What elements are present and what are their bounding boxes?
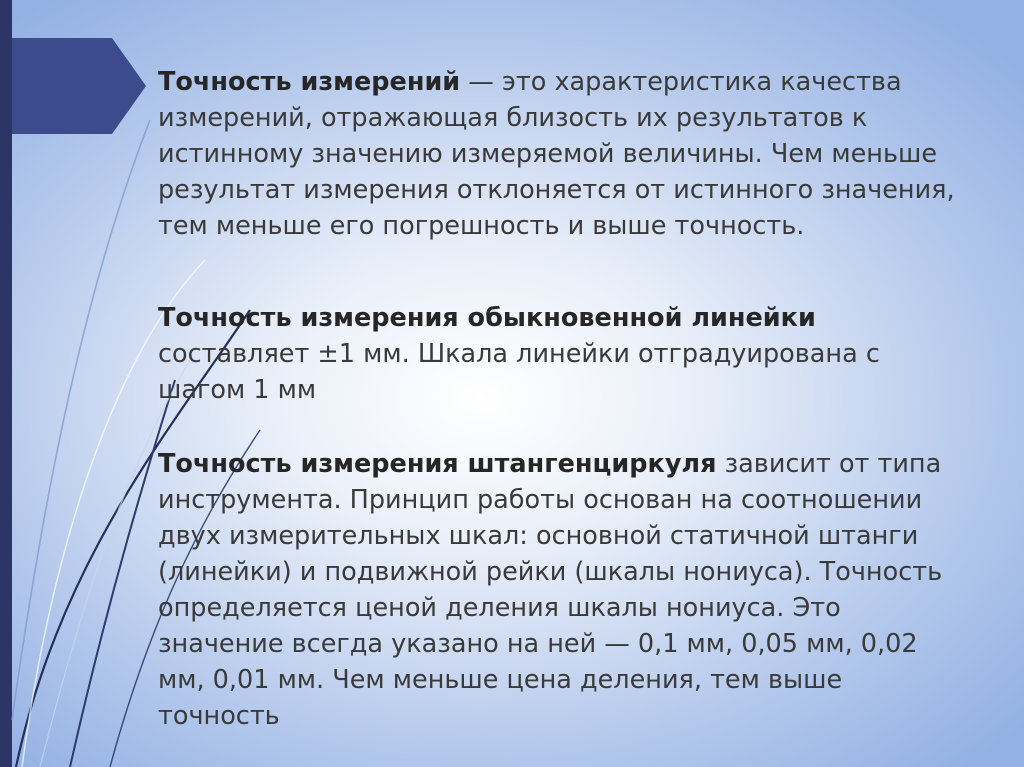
term-ruler-accuracy: Точность измерения обыкновенной линейки — [158, 303, 816, 333]
arrow-pointer-shape — [0, 0, 160, 140]
term-caliper-accuracy: Точность измерения штангенциркуля — [158, 449, 717, 479]
description-ruler-accuracy: составляет ±1 мм. Шкала линейки отградуирована с шагом 1 мм — [158, 339, 880, 405]
paragraph-ruler-accuracy — [158, 300, 958, 408]
definition-measurement-accuracy: — это характеристика качества измерений, отражающая близость их результатов к истинному значению измеряемой величины. Чем меньше результат измерения отклоняется от истинного значения, тем меньше его погрешность и выше точность. — [158, 67, 955, 241]
paragraph-measurement-accuracy — [158, 64, 958, 244]
term-measurement-accuracy: Точность измерений — [158, 67, 461, 97]
paragraph-caliper-accuracy — [158, 446, 958, 734]
description-caliper-accuracy: зависит от типа инструмента. Принцип работы основан на соотношении двух измерительных шкал: основной статичной штанги (линейки) и подвижной рейки (шкалы нониуса). Точность определяется ценой деления шкалы нониуса. Это значение всегда указано на ней — 0,1 мм, 0,05 мм, 0,02 мм, 0,01 мм. Чем меньше цена деления, тем выше точность — [158, 449, 943, 731]
